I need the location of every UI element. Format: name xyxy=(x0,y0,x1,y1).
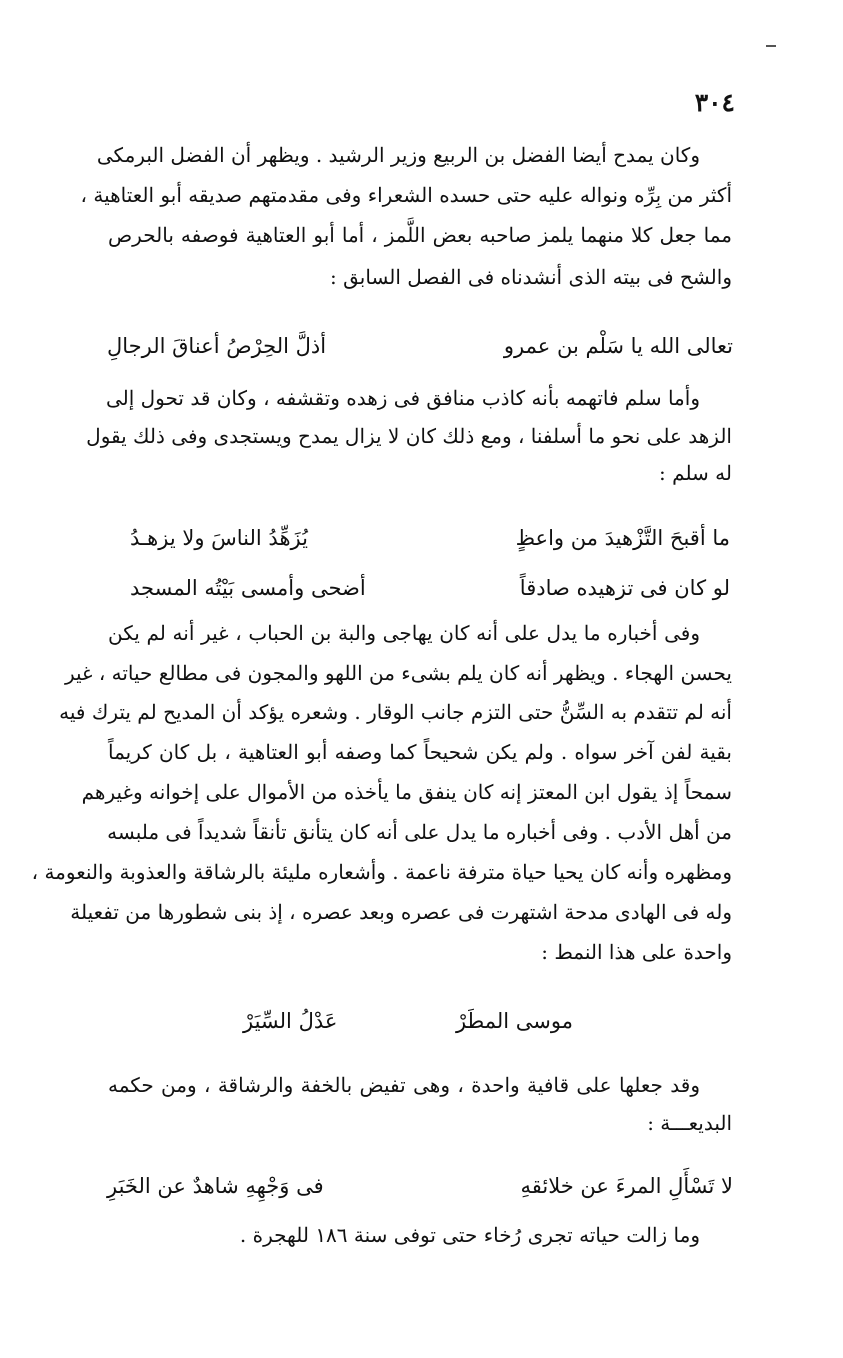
text-line: البديعـــة : xyxy=(647,1111,732,1135)
page-number: ٣٠٤ xyxy=(694,88,735,117)
verse-second-hemistich: أضحى وأمسى بَيْتُه المسجد xyxy=(130,576,366,600)
verse-second-hemistich: فى وَجْهِهِ شاهدٌ عن الخَبَرِ xyxy=(107,1174,324,1198)
text-line: من أهل الأدب . وفى أخباره ما يدل على أنه كان يتأنق تأنقاً شديداً فى ملبسه xyxy=(107,820,732,844)
text-line: مما جعل كلا منهما يلمز صاحبه بعض اللَّمز ، أما أبو العتاهية فوصفه بالحرص xyxy=(108,223,732,247)
text-line: وكان يمدح أيضا الفضل بن الربيع وزير الرشيد . ويظهر أن الفضل البرمكى xyxy=(96,143,700,167)
text-line: وأما سلم فاتهمه بأنه كاذب منافق فى زهده وتقشفه ، وكان قد تحول إلى xyxy=(105,386,700,410)
text-line: وقد جعلها على قافية واحدة ، وهى تفيض بالخفة والرشاقة ، ومن حكمه xyxy=(108,1073,700,1097)
text-line: أنه لم تتقدم به السِّنُّ حتى التزم جانب الوقار . وشعره يؤكد أن المديح لم يترك فيه xyxy=(59,700,732,724)
text-line: الزهد على نحو ما أسلفنا ، ومع ذلك كان لا يزال يمدح ويستجدى وفى ذلك يقول xyxy=(86,424,732,448)
text-line: أكثر من بِرِّه ونواله عليه حتى حسده الشعراء وفى مقدمتهم صديقه أبو العتاهية ، xyxy=(80,183,732,207)
text-line: وفى أخباره ما يدل على أنه كان يهاجى والبة بن الحباب ، غير أنه لم يكن xyxy=(108,621,700,645)
verse-second-hemistich: أذلَّ الحِرْصُ أعناقَ الرجالِ xyxy=(107,334,327,358)
verse xyxy=(130,522,730,554)
verse-first-hemistich: لو كان فى تزهيده صادقاً xyxy=(519,576,730,600)
text-line: واحدة على هذا النمط : xyxy=(541,940,732,964)
text-line: وله فى الهادى مدحة اشتهرت فى عصره وبعد عصره ، إذ بنى شطورها من تفعيلة xyxy=(70,900,732,924)
text-line: يحسن الهجاء . ويظهر أنه كان يلم بشىء من اللهو والمجون فى مطالع حياته ، غير xyxy=(64,661,732,685)
text-line: له سلم : xyxy=(659,461,732,485)
verse-first-hemistich: موسى المطَرْ xyxy=(455,1009,573,1033)
verse-second-hemistich: عَدْلُ السِّيَرْ xyxy=(243,1009,338,1033)
verse-first-hemistich: ما أقبحَ التَّزْهيدَ من واعظٍ xyxy=(515,526,730,550)
text-line: بقية لفن آخر سواه . ولم يكن شحيحاً كما وصفه أبو العتاهية ، بل كان كريماً xyxy=(108,740,732,764)
verse-second-hemistich: يُزَهِّدُ الناسَ ولا يزهـدُ xyxy=(130,526,308,550)
text-line: ومظهره وأنه كان يحيا حياة مترفة ناعمة . وأشعاره مليئة بالرشاقة والعذوبة والنعومة ، xyxy=(31,860,732,884)
verse xyxy=(107,330,733,362)
text-line: وما زالت حياته تجرى رُخاء حتى توفى سنة ١٨٦ للهجرة . xyxy=(239,1223,700,1247)
text-line: والشح فى بيته الذى أنشدناه فى الفصل السابق : xyxy=(330,265,732,289)
verse xyxy=(107,1170,733,1202)
page-edge-mark xyxy=(766,45,776,47)
text-line: سمحاً إذ يقول ابن المعتز إنه كان ينفق ما يأخذه من الأموال على إخوانه وغيرهم xyxy=(81,780,732,804)
verse xyxy=(243,1005,573,1037)
verse-first-hemistich: لا تَسْأَلِ المرءَ عن خلائقهِ xyxy=(520,1174,733,1198)
verse xyxy=(130,572,730,604)
verse-first-hemistich: تعالى الله يا سَلْم بن عمرو xyxy=(503,334,733,358)
